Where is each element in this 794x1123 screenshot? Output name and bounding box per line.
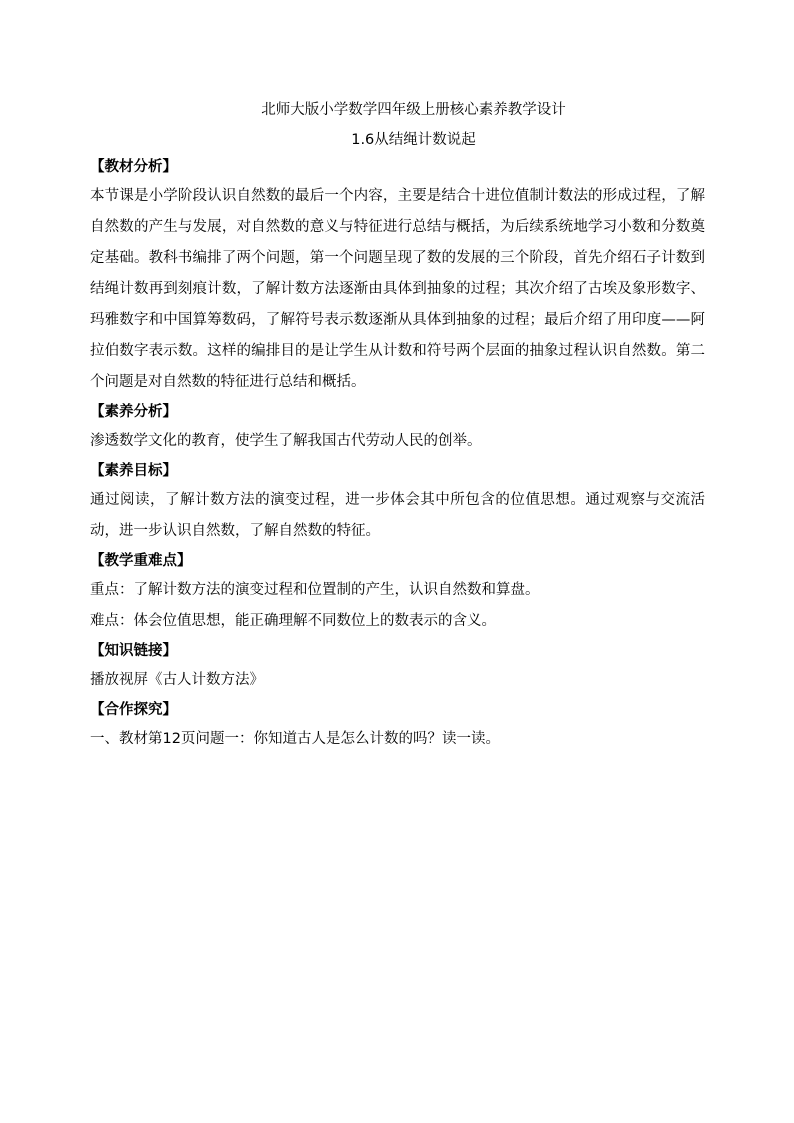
section-heading-knowledge-link: 【知识链接】	[90, 643, 177, 659]
section-heading-cooperative-inquiry: 【合作探究】	[90, 702, 177, 718]
section-heading-textbook-analysis: 【教材分析】	[90, 159, 177, 175]
section-heading-literacy-analysis: 【素养分析】	[90, 404, 177, 420]
section-body-literacy-goals: 通过阅读，了解计数方法的演变过程，进一步体会其中所包含的位值思想。通过观察与交流活动，进一步认识自然数，了解自然数的特征。	[90, 492, 705, 539]
section-heading-literacy-goals: 【素养目标】	[90, 463, 177, 479]
section-body-literacy-analysis: 渗透数学文化的教育，使学生了解我国古代劳动人民的创举。	[90, 433, 482, 449]
section-heading-key-points: 【教学重难点】	[90, 553, 192, 569]
document-page	[90, 97, 705, 755]
section-body-textbook-analysis: 本节课是小学阶段认识自然数的最后一个内容，主要是结合十进位值制计数法的形成过程，了解自然数的产生与发展，对自然数的意义与特征进行总结与概括，为后续系统地学习小数和分数奠定基础。教科书编排了两个问题，第一个问题呈现了数的发展的三个阶段，首先介绍石子计数到结绳计数再到刻痕计数，了解计数方法逐渐由具体到抽象的过程；其次介绍了古埃及象形数字、玛雅数字和中国算筹数码，了解符号表示数逐渐从具体到抽象的过程；最后介绍了用印度——阿拉伯数字表示数。这样的编排目的是让学生从计数和符号两个层面的抽象过程认识自然数。第二个问题是对自然数的特征进行总结和概括。	[90, 188, 705, 390]
section-body-cooperative-inquiry: 一、教材第12页问题一：你知道古人是怎么计数的吗？读一读。	[90, 731, 500, 747]
section-body-knowledge-link: 播放视屏《古人计数方法》	[90, 672, 264, 688]
key-point-focus: 重点：了解计数方法的演变过程和位置制的产生，认识自然数和算盘。	[90, 582, 540, 598]
document-title: 北师大版小学数学四年级上册核心素养教学设计	[261, 102, 566, 118]
document-subtitle: 1.6从结绳计数说起	[351, 132, 476, 148]
key-point-difficulty: 难点：体会位值思想，能正确理解不同数位上的数表示的含义。	[90, 613, 496, 629]
